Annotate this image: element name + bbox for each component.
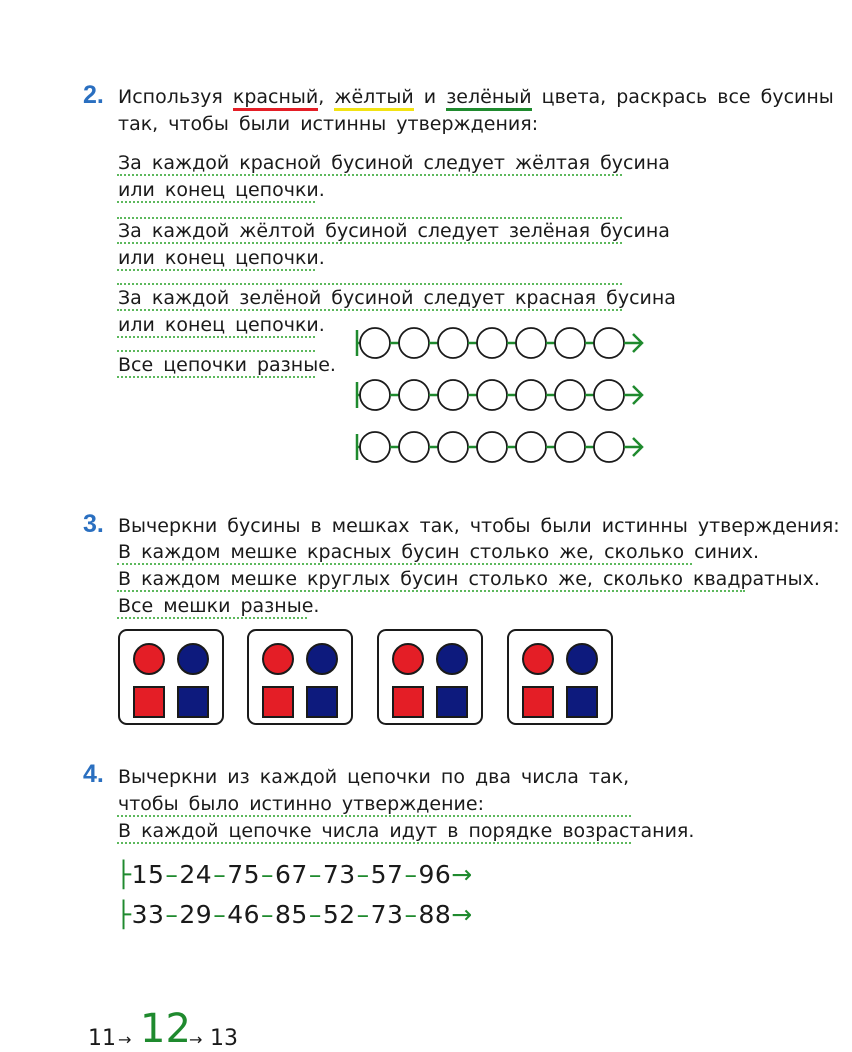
bead-2[interactable] (399, 432, 429, 462)
task-2-statement-3-line-1: За каждой зелёной бусиной следует красная бусина (118, 287, 676, 309)
blue-square-bead[interactable] (306, 686, 338, 718)
bag-2 (247, 629, 353, 725)
comma: , (318, 86, 325, 108)
arrow-right-icon: → (118, 1030, 132, 1049)
task-4-line-1: Вычеркни из каждой цепочки по два числа так, (118, 766, 630, 788)
chain-number[interactable]: 73 (322, 860, 356, 889)
bead-4[interactable] (477, 432, 507, 462)
chain-dash: – (308, 860, 322, 889)
chain-dash: – (404, 860, 418, 889)
chain-number[interactable]: 73 (370, 900, 404, 929)
word-green: зелёный (446, 86, 531, 111)
chain-number[interactable]: 29 (179, 900, 213, 929)
task-2-statement-1-line-2: или конец цепочки. (118, 179, 325, 201)
bead-3[interactable] (438, 432, 468, 462)
bead-2[interactable] (399, 380, 429, 410)
intro-before: Используя (118, 86, 233, 108)
task-3-number: 3. (83, 510, 104, 538)
chain-dash: – (213, 900, 227, 929)
red-square-bead[interactable] (133, 686, 165, 718)
blue-circle-bead[interactable] (177, 643, 209, 675)
red-square-bead[interactable] (522, 686, 554, 718)
bead-7[interactable] (594, 380, 624, 410)
task-2-last-statement: Все цепочки разные. (118, 354, 336, 376)
chain-number[interactable]: 15 (131, 860, 165, 889)
task-2-intro (118, 84, 834, 110)
dotted-rule (117, 309, 622, 311)
dotted-rule (117, 617, 307, 619)
bead-7[interactable] (594, 328, 624, 358)
page-navigator (88, 1006, 288, 1052)
chain-start-bar: ├ (116, 900, 132, 929)
bead-3[interactable] (438, 328, 468, 358)
task-2-number: 2. (83, 81, 104, 109)
bead-5[interactable] (516, 432, 546, 462)
dotted-rule (117, 174, 622, 176)
bag-3 (377, 629, 483, 725)
bead-4[interactable] (477, 328, 507, 358)
task-2-statement-2-line-1: За каждой жёлтой бусиной следует зелёная бусина (118, 220, 670, 242)
bead-3[interactable] (438, 380, 468, 410)
dotted-rule (117, 842, 631, 844)
task-2-statement-1-line-1: За каждой красной бусиной следует жёлтая бусина (118, 152, 670, 174)
chain-number[interactable]: 88 (418, 900, 452, 929)
prev-page-number[interactable]: 11 (88, 1026, 116, 1051)
red-circle-bead[interactable] (522, 643, 554, 675)
arrow-right-icon: → (451, 900, 473, 929)
chain-number[interactable]: 57 (370, 860, 404, 889)
bead-5[interactable] (516, 380, 546, 410)
chain-dash: – (213, 860, 227, 889)
dotted-rule (117, 376, 315, 378)
chain-dash: – (261, 900, 274, 929)
next-page-number[interactable]: 13 (210, 1026, 238, 1051)
bead-6[interactable] (555, 328, 585, 358)
task-2-statement-3-line-2: или конец цепочки. (118, 314, 325, 336)
arrow-right-icon: → (189, 1030, 203, 1049)
task-3-statement-3: Все мешки разные. (118, 595, 320, 617)
bag-1 (118, 629, 224, 725)
chain-number[interactable]: 52 (322, 900, 356, 929)
dotted-rule (117, 563, 692, 565)
word-red: красный (233, 86, 318, 111)
bead-2[interactable] (399, 328, 429, 358)
dotted-rule (117, 590, 745, 592)
dotted-rule (117, 336, 315, 338)
dotted-rule (117, 242, 622, 244)
bead-6[interactable] (555, 432, 585, 462)
chain-dash: – (165, 900, 179, 929)
task-2-statement-2-line-2: или конец цепочки. (118, 247, 325, 269)
task-3-statement-1: В каждом мешке красных бусин столько же, сколько синих. (118, 541, 759, 563)
red-circle-bead[interactable] (262, 643, 294, 675)
number-chain-2 (116, 900, 473, 930)
blue-square-bead[interactable] (436, 686, 468, 718)
chain-dash: – (404, 900, 418, 929)
chain-dash: – (261, 860, 274, 889)
dotted-rule (117, 269, 315, 271)
number-chain-1 (116, 860, 473, 890)
bead-1[interactable] (360, 380, 390, 410)
arrow-right-icon: → (451, 860, 473, 889)
chain-number[interactable]: 24 (179, 860, 213, 889)
bead-4[interactable] (477, 380, 507, 410)
word-yellow: жёлтый (334, 86, 413, 111)
chain-number[interactable]: 67 (275, 860, 308, 889)
blue-circle-bead[interactable] (566, 643, 598, 675)
blue-square-bead[interactable] (177, 686, 209, 718)
red-circle-bead[interactable] (133, 643, 165, 675)
bead-chains (350, 318, 690, 478)
blue-square-bead[interactable] (566, 686, 598, 718)
chain-number[interactable]: 75 (227, 860, 260, 889)
chain-dash: – (165, 860, 179, 889)
task-2-line-2: так, чтобы были истинны утверждения: (118, 113, 539, 135)
task-3-line-1: Вычеркни бусины в мешках так, чтобы были истинны утверждения: (118, 515, 840, 537)
blue-circle-bead[interactable] (306, 643, 338, 675)
bead-5[interactable] (516, 328, 546, 358)
chain-dash: – (356, 860, 370, 889)
chain-number[interactable]: 96 (418, 860, 452, 889)
task-3-statement-2: В каждом мешке круглых бусин столько же, сколько квадратных. (118, 568, 820, 590)
chain-number[interactable]: 33 (131, 900, 165, 929)
red-square-bead[interactable] (392, 686, 424, 718)
bead-1[interactable] (360, 432, 390, 462)
word-and: и (413, 86, 447, 108)
bead-7[interactable] (594, 432, 624, 462)
bag-4 (507, 629, 613, 725)
current-page-number: 12 (140, 1006, 191, 1052)
dotted-rule (117, 815, 631, 817)
red-circle-bead[interactable] (392, 643, 424, 675)
intro-after: цвета, раскрась все бусины (531, 86, 834, 108)
bead-6[interactable] (555, 380, 585, 410)
chain-number[interactable]: 85 (275, 900, 308, 929)
task-4-statement: В каждой цепочке числа идут в порядке возрастания. (118, 820, 695, 842)
dotted-rule (117, 201, 315, 203)
chain-dash: – (356, 900, 370, 929)
chain-dash: – (308, 900, 322, 929)
chain-number[interactable]: 46 (227, 900, 260, 929)
blue-circle-bead[interactable] (436, 643, 468, 675)
task-4-line-2: чтобы было истинно утверждение: (118, 793, 484, 815)
red-square-bead[interactable] (262, 686, 294, 718)
bead-1[interactable] (360, 328, 390, 358)
chain-start-bar: ├ (116, 860, 132, 889)
task-4-number: 4. (83, 760, 104, 788)
